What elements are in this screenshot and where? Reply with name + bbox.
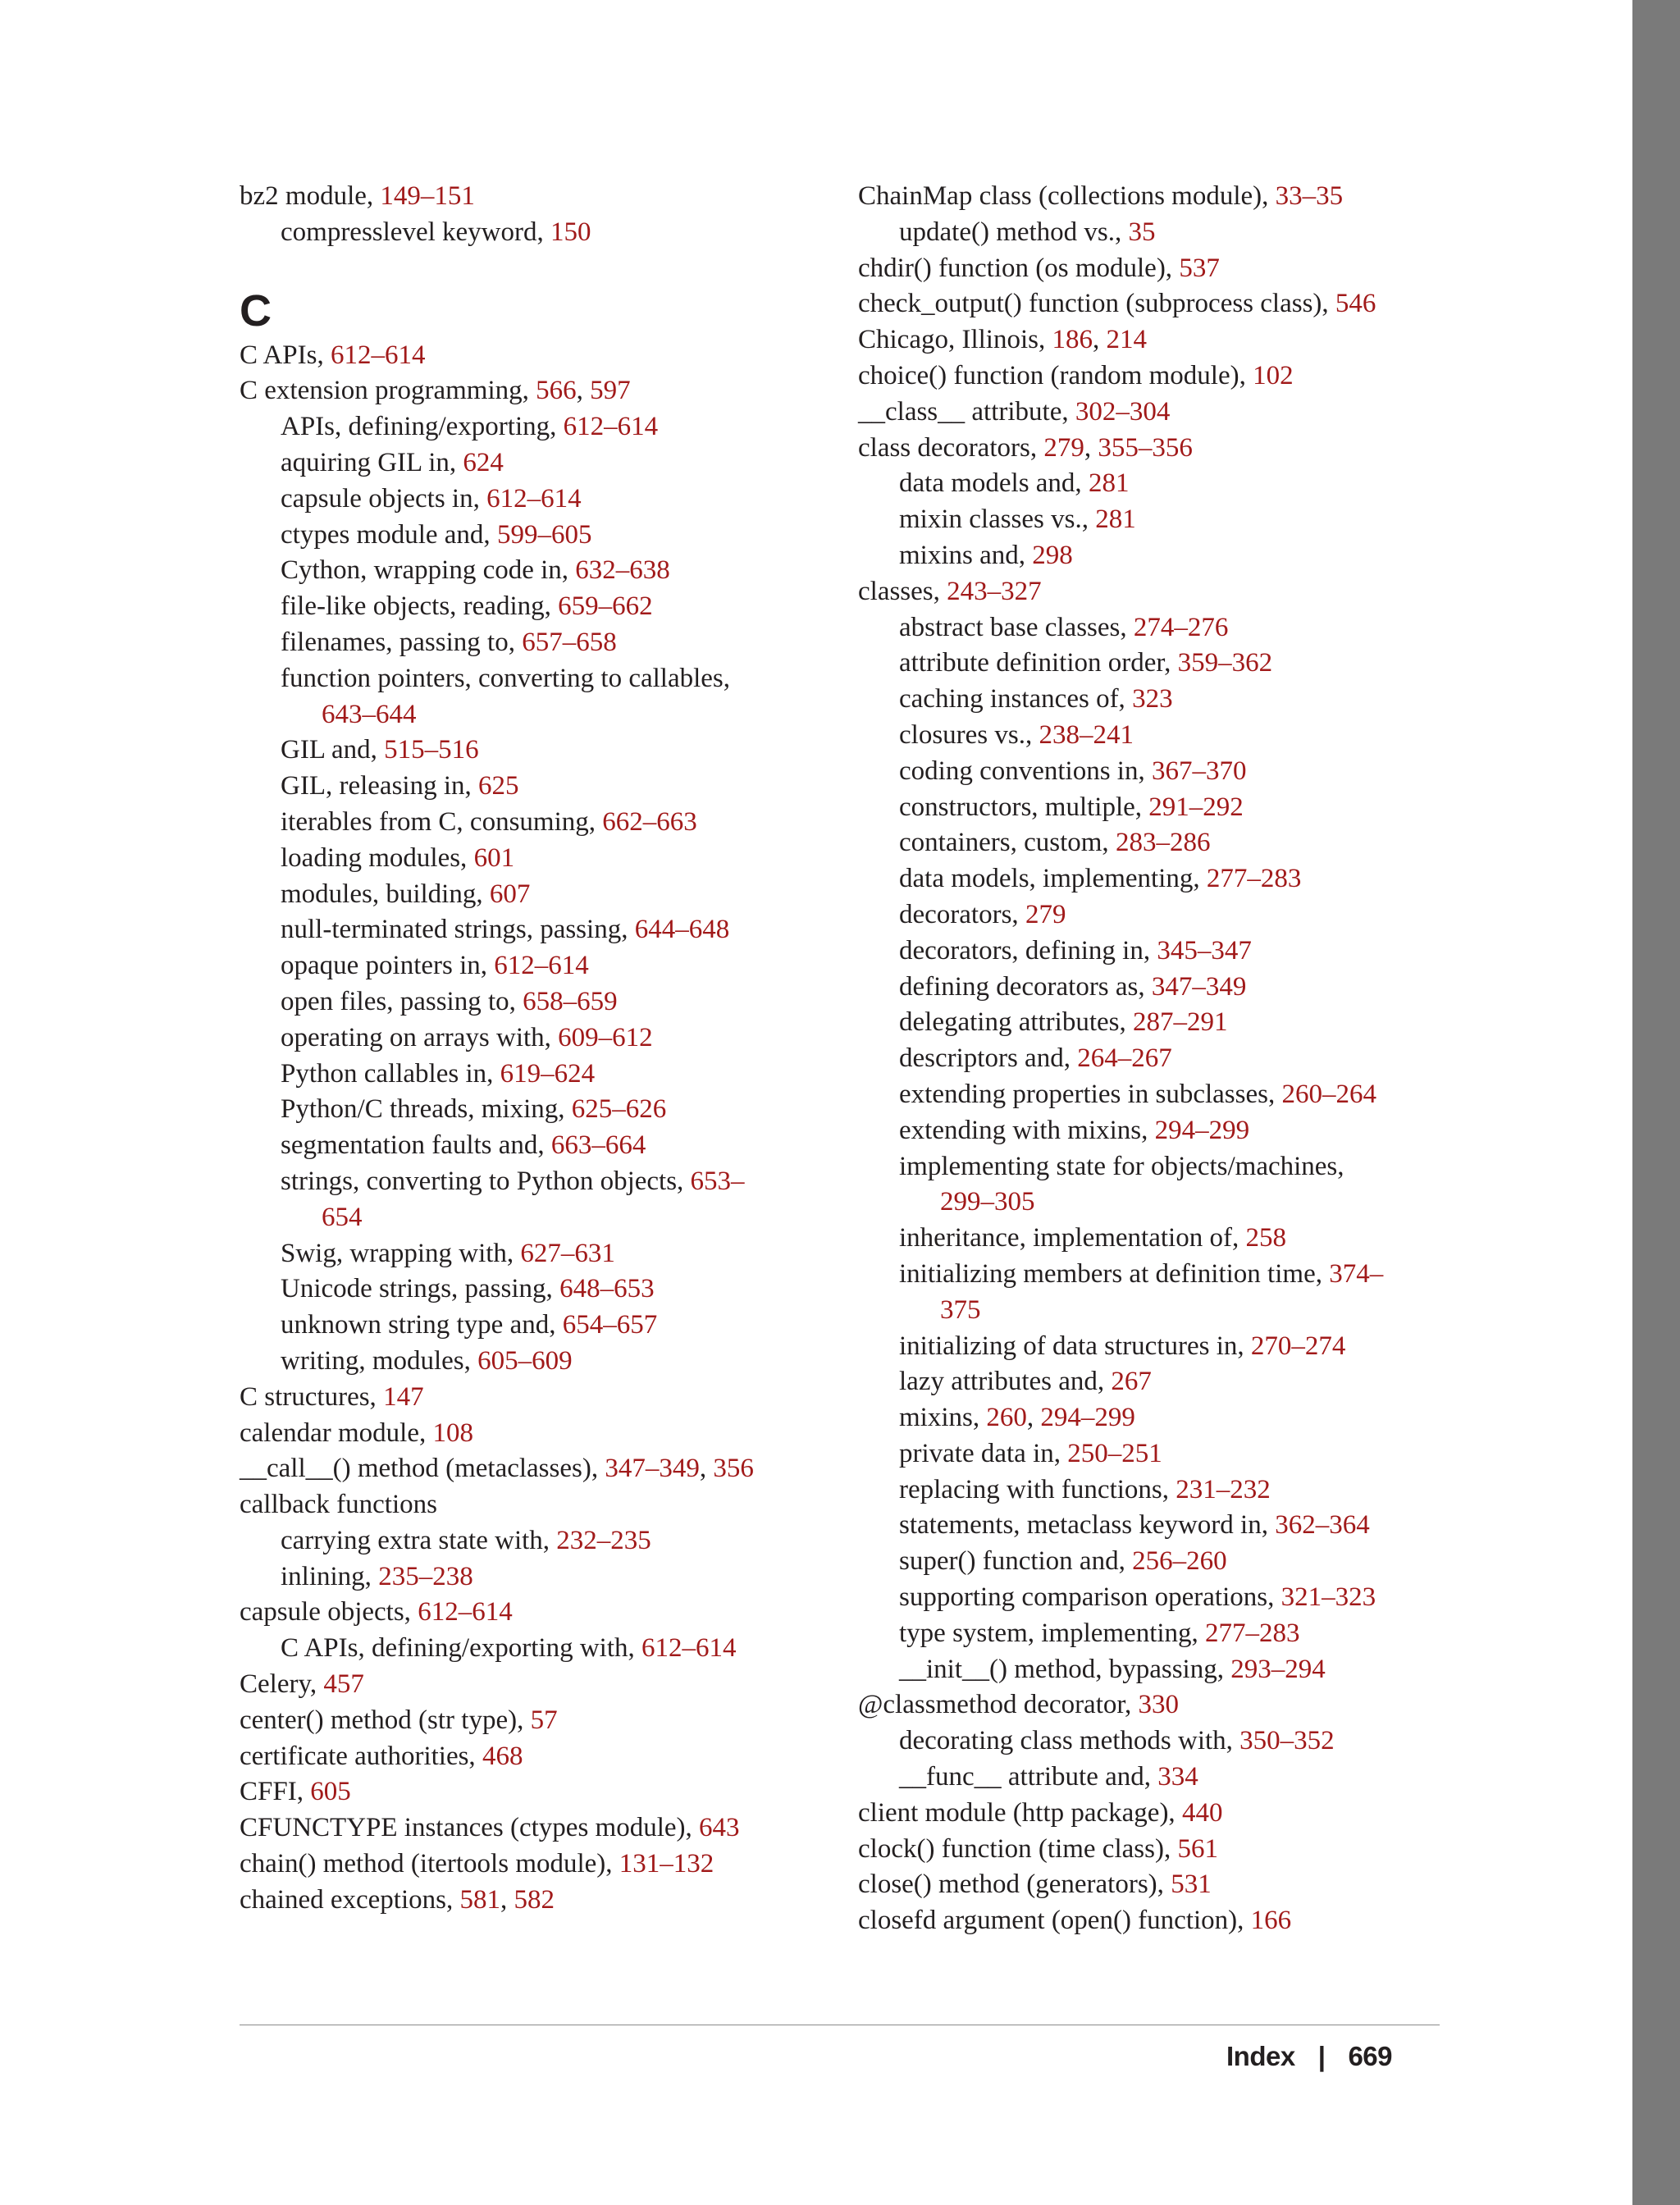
reference-separator: , — [1026, 1403, 1041, 1433]
index-subentry — [858, 1257, 1432, 1293]
index-term: Python/C threads, mixing, — [281, 1094, 572, 1125]
index-term: opaque pointers in, — [281, 951, 495, 981]
page-reference-link[interactable]: 659–662 — [558, 591, 653, 622]
index-entry — [240, 179, 814, 215]
page-reference-link[interactable]: 612–614 — [330, 340, 426, 370]
index-subentry — [858, 1005, 1432, 1041]
index-subentry — [240, 697, 814, 733]
page-reference-link[interactable]: 440 — [1181, 1797, 1223, 1828]
page-reference-link[interactable]: 166 — [1250, 1906, 1292, 1936]
page-reference-link[interactable]: 302–304 — [1075, 396, 1171, 427]
index-subentry — [858, 1652, 1432, 1688]
page-reference-link[interactable]: 147 — [383, 1381, 424, 1412]
index-term: super() function and, — [899, 1546, 1133, 1577]
index-subentry — [858, 1544, 1432, 1580]
index-term: mixin classes vs., — [899, 504, 1096, 535]
page-reference-link[interactable]: 601 — [473, 842, 515, 873]
index-subentry — [240, 1020, 814, 1057]
page-reference-link[interactable]: 374– — [1329, 1258, 1384, 1289]
index-subentry — [240, 1236, 814, 1272]
index-term: classes, — [858, 576, 947, 606]
index-term: close() method (generators), — [858, 1869, 1171, 1900]
page-reference-link[interactable]: 643–644 — [322, 699, 417, 729]
page-reference-link[interactable]: 57 — [530, 1705, 558, 1735]
index-term: containers, custom, — [899, 828, 1116, 858]
index-term: Unicode strings, passing, — [281, 1274, 560, 1304]
index-term: private data in, — [899, 1438, 1068, 1468]
page-reference-link[interactable]: 264–267 — [1077, 1043, 1172, 1074]
index-term: decorators, defining in, — [899, 935, 1157, 966]
page-reference-link[interactable]: 662–663 — [602, 806, 697, 837]
footer-section-label: Index — [1226, 2041, 1295, 2071]
index-term: decorating class methods with, — [899, 1726, 1240, 1756]
index-subentry — [858, 1293, 1432, 1329]
index-term: extending with mixins, — [899, 1115, 1155, 1145]
index-term: ChainMap class (collections module), — [858, 181, 1276, 211]
page-reference-link[interactable]: 274–276 — [1133, 612, 1229, 642]
page-reference-link[interactable]: 654–657 — [562, 1310, 658, 1340]
page-reference-link[interactable]: 566 — [536, 376, 577, 406]
index-subentry — [240, 625, 814, 661]
index-entry — [240, 1667, 814, 1703]
index-entry — [240, 1883, 814, 1919]
index-term: C APIs, — [240, 340, 331, 370]
index-column-left — [240, 179, 814, 1919]
index-subentry — [858, 1364, 1432, 1400]
page-reference-link[interactable]: 321–323 — [1281, 1582, 1376, 1613]
page-reference-link[interactable]: 531 — [1171, 1869, 1212, 1900]
index-term: check_output() function (subprocess class), — [858, 289, 1335, 319]
index-term: initializing members at definition time, — [899, 1258, 1330, 1289]
page-reference-link[interactable]: 214 — [1106, 325, 1147, 355]
index-term: initializing of data structures in, — [899, 1331, 1251, 1361]
reference-separator: , — [699, 1454, 714, 1484]
index-subentry — [858, 1077, 1432, 1113]
index-term: abstract base classes, — [899, 612, 1134, 642]
index-entry — [858, 1903, 1432, 1939]
index-term: operating on arrays with, — [281, 1022, 559, 1052]
index-term: inheritance, implementation of, — [899, 1223, 1246, 1253]
index-term: closefd argument (open() function), — [858, 1906, 1251, 1936]
page-reference-link[interactable]: 644–648 — [634, 915, 730, 945]
index-subentry — [858, 1472, 1432, 1509]
index-term: unknown string type and, — [281, 1310, 563, 1340]
index-term: iterables from C, consuming, — [281, 806, 603, 837]
index-term: CFUNCTYPE instances (ctypes module), — [240, 1813, 700, 1843]
index-subentry — [858, 897, 1432, 934]
page-reference-link[interactable]: 367–370 — [1151, 756, 1247, 786]
index-subentry — [240, 1523, 814, 1559]
index-entry — [240, 373, 814, 409]
index-term: type system, implementing, — [899, 1618, 1206, 1648]
page-reference-link[interactable]: 561 — [1177, 1833, 1218, 1864]
index-entry — [240, 1416, 814, 1452]
index-subentry — [240, 661, 814, 697]
index-term: lazy attributes and, — [899, 1367, 1112, 1397]
page-reference-link[interactable]: 186 — [1052, 325, 1093, 355]
index-term: GIL and, — [281, 735, 385, 765]
index-term: Python callables in, — [281, 1058, 500, 1089]
index-subentry — [858, 1400, 1432, 1436]
index-entry — [240, 1380, 814, 1416]
index-subentry — [858, 1580, 1432, 1616]
page-reference-link[interactable]: 277–283 — [1206, 864, 1302, 894]
index-term: data models, implementing, — [899, 864, 1207, 894]
index-subentry — [858, 754, 1432, 790]
page-reference-link[interactable]: 350–352 — [1239, 1726, 1335, 1756]
index-subentry — [858, 1221, 1432, 1257]
index-subentry — [858, 610, 1432, 646]
page-reference-link[interactable]: 537 — [1179, 253, 1220, 283]
index-subentry — [240, 984, 814, 1020]
index-subentry — [858, 1508, 1432, 1544]
index-entry — [240, 338, 814, 374]
index-term: @classmethod decorator, — [858, 1690, 1139, 1720]
page-reference-link[interactable]: 653– — [690, 1166, 745, 1196]
page-reference-link[interactable]: 605 — [310, 1777, 351, 1807]
index-term: segmentation faults and, — [281, 1130, 551, 1161]
page-reference-link[interactable]: 657–658 — [522, 627, 617, 657]
index-term: Chicago, Illinois, — [858, 325, 1052, 355]
page-reference-link[interactable]: 294–299 — [1040, 1403, 1135, 1433]
footer-separator: | — [1317, 2041, 1326, 2071]
page-reference-link[interactable]: 283–286 — [1115, 828, 1211, 858]
page-reference-link[interactable]: 299–305 — [940, 1187, 1035, 1217]
page-reference-link[interactable]: 323 — [1132, 684, 1173, 714]
index-subentry — [240, 733, 814, 769]
page-footer — [1226, 2041, 1392, 2072]
index-subentry — [240, 1308, 814, 1344]
index-subentry — [858, 215, 1432, 251]
section-letter-heading: C — [240, 285, 272, 336]
reference-separator: , — [500, 1884, 514, 1915]
index-term: statements, metaclass keyword in, — [899, 1510, 1276, 1541]
page-reference-link[interactable]: 648–653 — [559, 1274, 655, 1304]
index-entry — [858, 286, 1432, 322]
page-reference-link[interactable]: 243–327 — [947, 576, 1042, 606]
index-subentry — [858, 1760, 1432, 1796]
index-term: callback functions — [240, 1490, 437, 1520]
index-term: writing, modules, — [281, 1345, 478, 1376]
page-reference-link[interactable]: 515–516 — [384, 735, 479, 765]
page-reference-link[interactable]: 624 — [463, 447, 504, 477]
page-reference-link[interactable]: 258 — [1245, 1223, 1286, 1253]
index-term: __call__() method (metaclasses), — [240, 1454, 605, 1484]
index-term: mixins and, — [899, 540, 1033, 570]
index-entry — [240, 1451, 814, 1487]
page-reference-link[interactable]: 609–612 — [558, 1022, 653, 1052]
page-reference-link[interactable]: 298 — [1032, 540, 1073, 570]
page-reference-link[interactable]: 279 — [1025, 899, 1066, 929]
page-reference-link[interactable]: 287–291 — [1133, 1007, 1228, 1038]
page-reference-link[interactable]: 347–349 — [1151, 971, 1247, 1002]
index-subentry — [858, 1436, 1432, 1472]
page-reference-link[interactable]: 131–132 — [619, 1849, 714, 1879]
index-entry — [240, 1487, 814, 1523]
index-term: replacing with functions, — [899, 1474, 1176, 1504]
page-reference-link[interactable]: 612–614 — [494, 951, 589, 981]
index-term: update() method vs., — [899, 217, 1129, 247]
index-subentry — [858, 466, 1432, 502]
index-entry — [858, 1796, 1432, 1832]
index-term: __class__ attribute, — [858, 396, 1075, 427]
index-term: certificate authorities, — [240, 1741, 482, 1771]
index-subentry — [240, 1271, 814, 1308]
index-entry — [858, 574, 1432, 610]
index-term: function pointers, converting to callables, — [281, 663, 731, 693]
index-term: mixins, — [899, 1403, 987, 1433]
page-reference-link[interactable]: 108 — [432, 1418, 473, 1448]
page-reference-link[interactable]: 334 — [1157, 1762, 1198, 1792]
index-subentry — [858, 970, 1432, 1006]
index-term: delegating attributes, — [899, 1007, 1133, 1038]
index-term: APIs, defining/exporting, — [281, 412, 564, 442]
reference-separator: , — [1092, 325, 1107, 355]
page-reference-link[interactable]: 231–232 — [1176, 1474, 1271, 1504]
index-entry — [858, 395, 1432, 431]
index-term: clock() function (time class), — [858, 1833, 1178, 1864]
page-number: 669 — [1348, 2041, 1392, 2071]
page-reference-link[interactable]: 260–264 — [1281, 1079, 1376, 1109]
index-term: defining decorators as, — [899, 971, 1152, 1002]
index-term: capsule objects in, — [281, 483, 487, 514]
reference-separator: , — [1084, 432, 1098, 463]
page-reference-link[interactable]: 612–614 — [486, 483, 582, 514]
index-entry — [240, 1703, 814, 1739]
page-reference-link[interactable]: 149–151 — [380, 181, 475, 211]
index-term: loading modules, — [281, 842, 474, 873]
page-reference-link[interactable]: 619–624 — [500, 1058, 596, 1089]
index-subentry — [858, 934, 1432, 970]
index-term: GIL, releasing in, — [281, 771, 479, 801]
index-term: modules, building, — [281, 879, 490, 909]
index-subentry — [240, 589, 814, 625]
page-reference-link[interactable]: 643 — [699, 1813, 740, 1843]
index-subentry — [858, 790, 1432, 826]
index-term: Swig, wrapping with, — [281, 1238, 521, 1268]
page-reference-link[interactable]: 625–626 — [571, 1094, 667, 1125]
index-entry — [240, 1595, 814, 1631]
page-reference-link[interactable]: 612–614 — [563, 412, 659, 442]
index-subentry — [240, 482, 814, 518]
index-subentry — [240, 1344, 814, 1380]
index-term: ctypes module and, — [281, 519, 497, 550]
index-term: caching instances of, — [899, 684, 1133, 714]
index-subentry — [240, 912, 814, 948]
index-column-right — [858, 179, 1432, 1939]
page-reference-link[interactable]: 582 — [514, 1884, 555, 1915]
index-term: capsule objects, — [240, 1597, 418, 1628]
page-edge-shadow — [1632, 0, 1680, 2205]
page-reference-link[interactable]: 294–299 — [1154, 1115, 1250, 1145]
page-reference-link[interactable]: 35 — [1128, 217, 1156, 247]
page-reference-link[interactable]: 293–294 — [1230, 1654, 1326, 1684]
index-term: choice() function (random module), — [858, 360, 1253, 390]
page-reference-link[interactable]: 33–35 — [1275, 181, 1344, 211]
index-subentry — [240, 1559, 814, 1596]
page-reference-link[interactable]: 457 — [323, 1669, 364, 1700]
page-reference-link[interactable]: 654 — [322, 1202, 363, 1232]
index-term: chained exceptions, — [240, 1884, 460, 1915]
page-reference-link[interactable]: 612–614 — [418, 1597, 513, 1628]
index-term: attribute definition order, — [899, 648, 1178, 678]
index-subentry — [858, 718, 1432, 754]
page-reference-link[interactable]: 355–356 — [1098, 432, 1193, 463]
page-reference-link[interactable]: 281 — [1095, 504, 1136, 535]
index-term: class decorators, — [858, 432, 1044, 463]
index-term: implementing state for objects/machines, — [899, 1151, 1344, 1181]
page-reference-link[interactable]: 150 — [550, 217, 591, 247]
index-term: CFFI, — [240, 1777, 311, 1807]
index-subentry — [240, 1631, 814, 1667]
page-reference-link[interactable]: 605–609 — [477, 1345, 573, 1376]
index-entry — [858, 1867, 1432, 1903]
index-subentry — [240, 215, 814, 251]
index-subentry — [240, 409, 814, 445]
index-term: strings, converting to Python objects, — [281, 1166, 691, 1196]
page-reference-link[interactable]: 102 — [1253, 360, 1294, 390]
index-term: inlining, — [281, 1561, 379, 1591]
index-subentry — [858, 646, 1432, 682]
index-subentry — [858, 1041, 1432, 1077]
index-term: data models and, — [899, 468, 1089, 499]
index-subentry — [858, 502, 1432, 538]
index-subentry — [240, 1128, 814, 1164]
index-subentry — [240, 553, 814, 589]
index-term: C extension programming, — [240, 376, 536, 406]
index-term: Celery, — [240, 1669, 324, 1700]
page-reference-link[interactable]: 546 — [1335, 289, 1376, 319]
index-term: C structures, — [240, 1381, 384, 1412]
index-subentry — [240, 948, 814, 984]
index-subentry — [240, 1092, 814, 1128]
index-subentry — [858, 861, 1432, 897]
index-term: closures vs., — [899, 719, 1039, 750]
index-term: calendar module, — [240, 1418, 433, 1448]
index-term: compresslevel keyword, — [281, 217, 550, 247]
index-term: client module (http package), — [858, 1797, 1182, 1828]
index-term: __func__ attribute and, — [899, 1762, 1158, 1792]
index-term: null-terminated strings, passing, — [281, 915, 635, 945]
index-term: C APIs, defining/exporting with, — [281, 1633, 641, 1664]
index-entry — [858, 431, 1432, 467]
index-term: Cython, wrapping code in, — [281, 555, 576, 586]
index-entry — [240, 1739, 814, 1775]
index-subentry — [240, 518, 814, 554]
index-subentry — [240, 877, 814, 913]
index-term: chain() method (itertools module), — [240, 1849, 619, 1879]
page-reference-link[interactable]: 279 — [1043, 432, 1084, 463]
reference-separator: , — [576, 376, 591, 406]
index-entry — [858, 322, 1432, 358]
index-term: open files, passing to, — [281, 986, 523, 1016]
index-term: extending properties in subclasses, — [899, 1079, 1282, 1109]
index-subentry — [858, 682, 1432, 718]
index-term: filenames, passing to, — [281, 627, 523, 657]
index-entry — [858, 251, 1432, 287]
index-term: descriptors and, — [899, 1043, 1078, 1074]
page-reference-link[interactable]: 612–614 — [641, 1633, 737, 1664]
index-term: constructors, multiple, — [899, 792, 1149, 822]
page-reference-link[interactable]: 235–238 — [378, 1561, 473, 1591]
page-reference-link[interactable]: 281 — [1088, 468, 1130, 499]
page-reference-link[interactable]: 347–349 — [605, 1454, 700, 1484]
index-subentry — [858, 538, 1432, 574]
page-reference-link[interactable]: 625 — [478, 771, 519, 801]
page-reference-link[interactable]: 627–631 — [520, 1238, 615, 1268]
page-reference-link[interactable]: 277–283 — [1205, 1618, 1300, 1648]
page-reference-link[interactable]: 599–605 — [496, 519, 592, 550]
index-subentry — [858, 1113, 1432, 1149]
index-subentry — [240, 1057, 814, 1093]
index-subentry — [240, 769, 814, 805]
page-reference-link[interactable]: 658–659 — [523, 986, 618, 1016]
page-reference-link[interactable]: 356 — [713, 1454, 754, 1484]
page-reference-link[interactable]: 238–241 — [1039, 719, 1134, 750]
page-reference-link[interactable]: 581 — [459, 1884, 500, 1915]
index-subentry — [858, 1329, 1432, 1365]
index-subentry — [240, 445, 814, 482]
index-entry — [240, 1774, 814, 1810]
page-reference-link[interactable]: 468 — [482, 1741, 523, 1771]
page-reference-link[interactable]: 260 — [986, 1403, 1027, 1433]
page-reference-link[interactable]: 267 — [1111, 1367, 1152, 1397]
page-reference-link[interactable]: 362–364 — [1275, 1510, 1370, 1541]
index-term: coding conventions in, — [899, 756, 1152, 786]
index-subentry — [240, 1164, 814, 1200]
page-reference-link[interactable]: 359–362 — [1177, 648, 1273, 678]
page-reference-link[interactable]: 663–664 — [550, 1130, 646, 1161]
page-reference-link[interactable]: 607 — [489, 879, 531, 909]
index-term: carrying extra state with, — [281, 1525, 557, 1555]
index-term: supporting comparison operations, — [899, 1582, 1281, 1613]
index-subentry — [858, 1723, 1432, 1760]
index-subentry — [240, 805, 814, 841]
index-entry — [858, 1687, 1432, 1723]
index-entry — [858, 358, 1432, 395]
index-term: center() method (str type), — [240, 1705, 531, 1735]
index-entry — [240, 1810, 814, 1847]
index-subentry — [240, 841, 814, 877]
page-reference-link[interactable]: 250–251 — [1067, 1438, 1162, 1468]
index-term: aquiring GIL in, — [281, 447, 463, 477]
index-subentry — [858, 825, 1432, 861]
index-term: decorators, — [899, 899, 1025, 929]
page-reference-link[interactable]: 632–638 — [575, 555, 670, 586]
index-subentry — [858, 1149, 1432, 1185]
page-reference-link[interactable]: 330 — [1138, 1690, 1180, 1720]
page-reference-link[interactable]: 270–274 — [1250, 1331, 1346, 1361]
page-reference-link[interactable]: 597 — [590, 376, 631, 406]
index-subentry — [240, 1200, 814, 1236]
index-term: __init__() method, bypassing, — [899, 1654, 1231, 1684]
page-reference-link[interactable]: 345–347 — [1157, 935, 1252, 966]
index-entry — [858, 1832, 1432, 1868]
index-subentry — [858, 1616, 1432, 1652]
page-reference-link[interactable]: 291–292 — [1148, 792, 1244, 822]
index-entry — [240, 1847, 814, 1883]
index-term: bz2 module, — [240, 181, 381, 211]
index-term: file-like objects, reading, — [281, 591, 559, 622]
index-entry — [858, 179, 1432, 215]
page-reference-link[interactable]: 375 — [940, 1294, 981, 1325]
index-term: chdir() function (os module), — [858, 253, 1180, 283]
page-reference-link[interactable]: 256–260 — [1132, 1546, 1227, 1577]
page-reference-link[interactable]: 232–235 — [556, 1525, 651, 1555]
index-subentry — [858, 1185, 1432, 1221]
